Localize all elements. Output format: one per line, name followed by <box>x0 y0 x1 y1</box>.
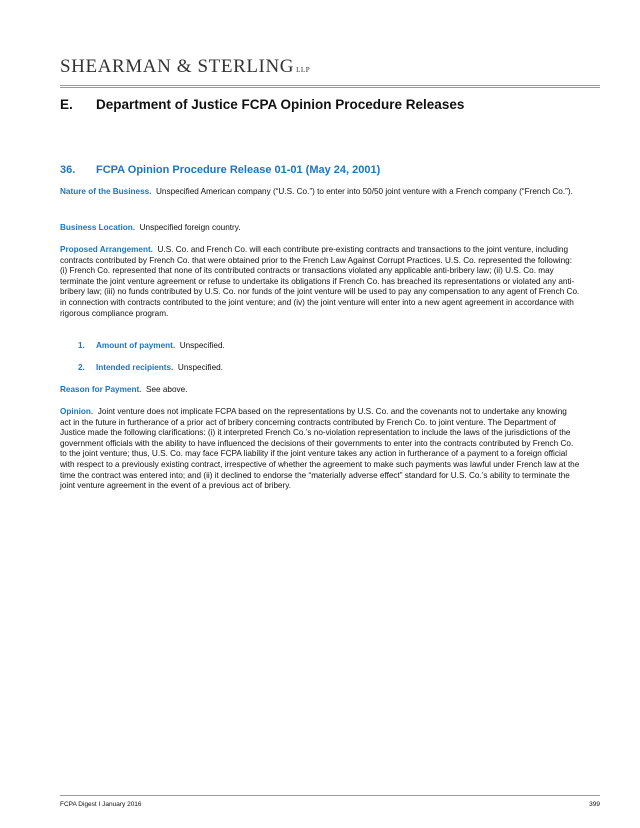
opinion-paragraph <box>60 407 580 492</box>
reason-text: See above. <box>146 385 188 394</box>
list-item-text: Unspecified. <box>177 363 223 372</box>
location-label: Business Location. <box>60 223 136 232</box>
list-item-text: Unspecified. <box>179 341 225 350</box>
list-item-label: Amount of payment. <box>96 341 176 350</box>
release-number: 36. <box>60 164 76 176</box>
opinion-label: Opinion. <box>60 407 94 416</box>
footer-publication: FCPA Digest I January 2016 <box>60 801 142 808</box>
arrangement-label: Proposed Arrangement. <box>60 245 153 254</box>
firm-logo <box>60 56 310 78</box>
opinion-text: Joint venture does not implicate FCPA based on the representations by U.S. Co. and the covenants not to undertake any knowing act in the future in furtherance of a prior act of bribery concerning contracts contributed by French Co. to joint venture. The Department of Justice made the following clarifications: (i) it interpreted French Co.’s no-violation representation to include the laws of the jurisdictions of the government officials with the ability to have influenced the decisions of their governments to enter into the contracts contributed by French Co. to the joint venture; thus, U.S. Co. may face FCPA liability if the joint venture takes any action in furtherance of a payment to a foreign official with respect to a previously existing contract, irrespective of whether the agreement to make such payments was lawful under French law at the time the contract was entered into; and (ii) it declined to endorse the “materially adverse effect” standard for U.S. Co.’s ability to terminate the joint venture agreement in the event of a previous act of bribery. <box>60 407 580 491</box>
logo-text: SHEARMAN & STERLING <box>60 56 295 77</box>
location-text: Unspecified foreign country. <box>139 223 241 232</box>
list-item-number: 2. <box>78 363 85 372</box>
header-divider <box>60 85 600 88</box>
nature-label: Nature of the Business. <box>60 187 152 196</box>
reason-paragraph <box>60 385 580 396</box>
nature-paragraph <box>60 187 580 198</box>
arrangement-text: U.S. Co. and French Co. will each contribute pre-existing contracts and transactions to the joint venture, including contracts contributed by French Co. that were obtained prior to the French Law Against Corrupt Practices. U.S. Co. represented the following: (i) French Co. represented that none of its contributed contracts or transactions violated any applicable anti-bribery law; (ii) U.S. Co. may terminate the joint venture agreement or refuse to undertake its obligations if French Co. has breached its representations or violated any anti-bribery law; (iii) no funds contributed by U.S. Co. nor funds of the joint venture will be used to pay any compensation to any agent of French Co. in connection with contracts contributed to the joint venture; and (iv) the joint venture will enter into a new agent agreement in accordance with rigorous compliance program. <box>60 245 580 318</box>
release-title: FCPA Opinion Procedure Release 01-01 (May 24, 2001) <box>96 164 381 176</box>
list-item <box>78 363 223 372</box>
list-item <box>78 341 225 350</box>
section-heading <box>60 97 464 112</box>
list-item-number: 1. <box>78 341 85 350</box>
footer-divider <box>60 795 600 796</box>
section-title: Department of Justice FCPA Opinion Procedure Releases <box>96 97 465 112</box>
section-number: E. <box>60 97 73 112</box>
reason-label: Reason for Payment. <box>60 385 142 394</box>
nature-text: Unspecified American company (“U.S. Co.”) to enter into 50/50 joint venture with a French company (“French Co.”). <box>156 187 573 196</box>
arrangement-paragraph <box>60 245 580 319</box>
location-paragraph <box>60 223 580 234</box>
page-number: 399 <box>589 801 600 808</box>
list-item-label: Intended recipients. <box>96 363 174 372</box>
release-heading <box>60 164 380 176</box>
logo-llp: LLP <box>296 66 311 74</box>
